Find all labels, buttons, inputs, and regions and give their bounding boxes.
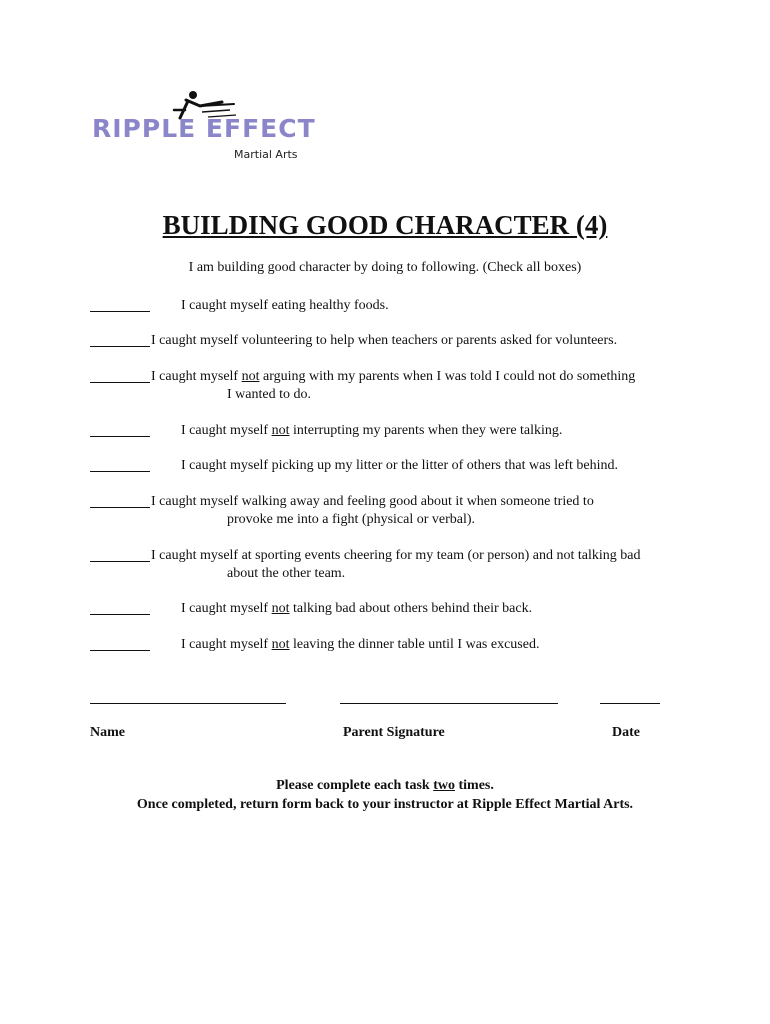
negation: not [241,369,260,384]
item-text: I caught myself not talking bad about others behind their back. [181,601,533,616]
item-text: I caught myself walking away and feeling good about it when someone tried to [151,494,594,509]
name-line[interactable] [90,702,286,704]
ripple-effect-logo [88,88,328,168]
date-line[interactable] [600,702,660,704]
date-label: Date [612,725,640,740]
check-blank[interactable] [90,457,150,472]
check-blank[interactable] [90,297,150,312]
item-text: I caught myself not interrupting my parents when they were talking. [181,423,563,438]
item-text: I caught myself eating healthy foods. [181,298,389,313]
name-label: Name [90,725,125,740]
check-blank[interactable] [90,368,150,383]
item-continuation: provoke me into a fight (physical or verbal). [227,512,476,527]
logo-subtitle: Martial Arts [234,148,298,161]
check-blank[interactable] [90,332,150,347]
item-text: I caught myself at sporting events cheering for my team (or person) and not talking bad [151,548,641,563]
item-text: I caught myself picking up my litter or the litter of others that was left behind. [181,458,619,473]
logo-name: RIPPLE EFFECT [92,114,316,143]
parent-signature-label: Parent Signature [343,725,445,740]
item-continuation: I wanted to do. [227,387,311,402]
intro-text: I am building good character by doing to following. (Check all boxes) [188,260,582,275]
item-continuation: about the other team. [227,566,346,581]
footer-return-note: Once completed, return form back to your instructor at Ripple Effect Martial Arts. [136,797,634,812]
emphasis-two: two [433,778,455,793]
check-blank[interactable] [90,636,150,651]
page-title: BUILDING GOOD CHARACTER (4) [162,210,608,240]
check-blank[interactable] [90,422,150,437]
check-blank[interactable] [90,600,150,615]
negation: not [271,637,290,652]
item-text: I caught myself not leaving the dinner table until I was excused. [181,637,540,652]
item-text: I caught myself volunteering to help when teachers or parents asked for volunteers. [151,333,618,348]
check-blank[interactable] [90,493,150,508]
check-blank[interactable] [90,547,150,562]
footer-instruction: Please complete each task two times. [276,778,494,793]
negation: not [271,423,290,438]
item-text: I caught myself not arguing with my parents when I was told I could not do something [151,369,636,384]
parent-signature-line[interactable] [340,702,558,704]
negation: not [271,601,290,616]
